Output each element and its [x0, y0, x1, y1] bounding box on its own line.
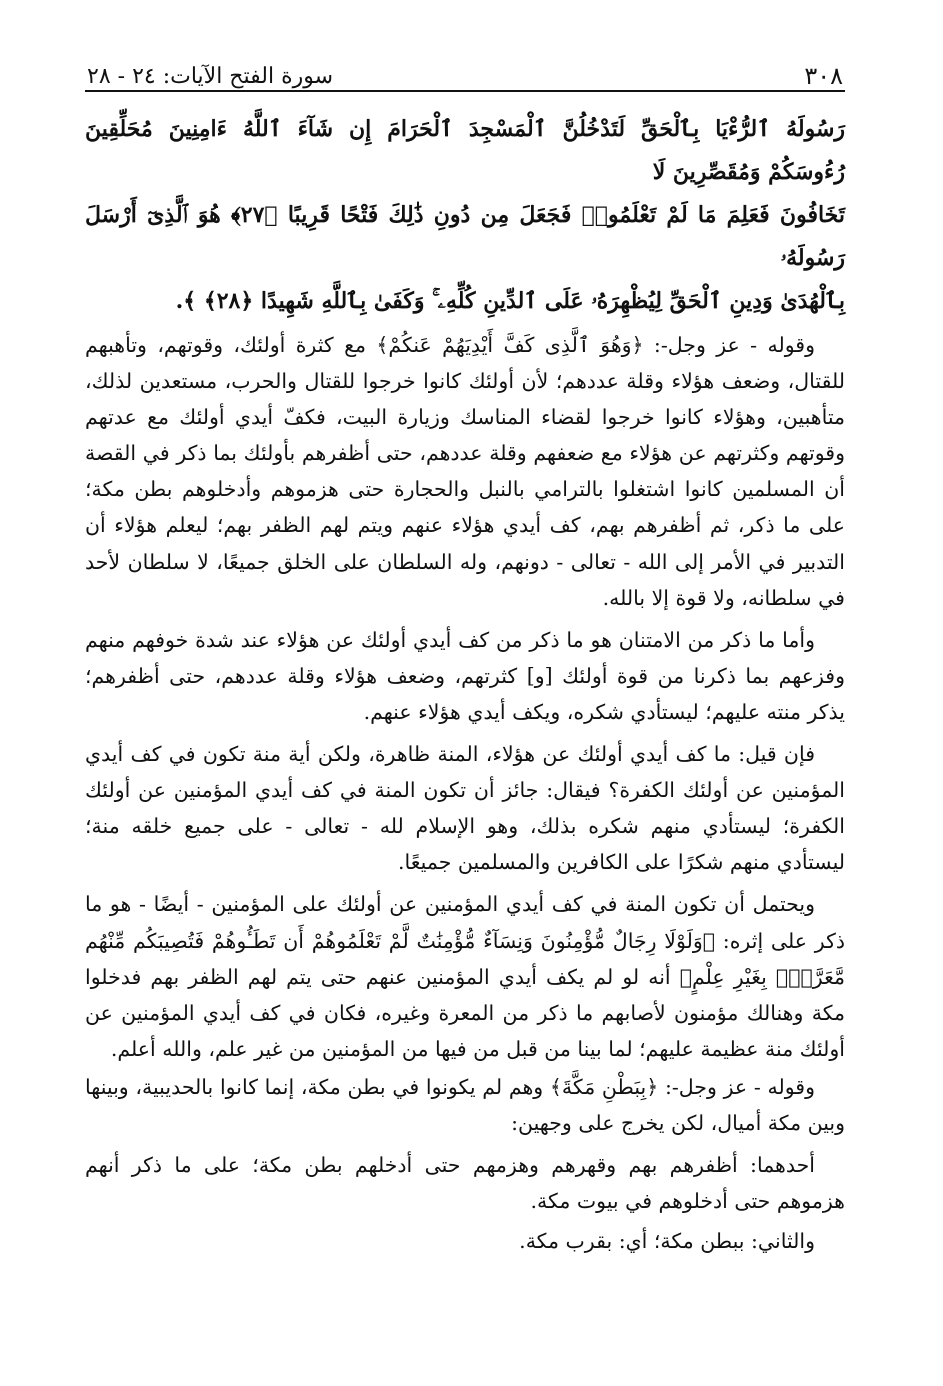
commentary-paragraph: وقوله - عز وجل-: ﴿وَهُوَ ٱلَّذِى كَفَّ أَيْدِيَهُمْ عَنكُمْ﴾ مع كثرة أولئك، وقوتهم، وتأهبهم للقتال، وضعف هؤلاء وقلة عددهم؛ لأن أولئك كانوا خرجوا للقتال والحرب، مستعدين لذلك، متأهبين، وهؤلاء كانوا خرجوا لقضاء المناسك وزيارة البيت، فكفّ أيدي أولئك مع عدتهم وقوتهم وكثرتهم عن هؤلاء مع ضعفهم وقلة عددهم، حتى أظفرهم بأولئك بما ذكر في القصة أن المسلمين كانوا اشتغلوا بالترامي بالنبل والحجارة حتى هزموهم وأدخلوهم بطن مكة؛ على ما ذكر، ثم أظفرهم بهم، كف أيدي هؤلاء عنهم ويتم لهم الظفر بهم؛ ليعلم هؤلاء أن التدبير في الأمر إلى الله - تعالى - دونهم، وله السلطان على الخلق جميعًا، لا سلطان لأحد في سلطانه، ولا قوة إلا بالله. — [85, 333, 845, 610]
page-content — [85, 108, 845, 1259]
commentary-paragraph: ويحتمل أن تكون المنة في كف أيدي المؤمنين عن أولئك على المؤمنين - أيضًا - هو ما ذكر على إثره: ﴿وَلَوْلَا رِجَالٌ مُّؤْمِنُونَ وَنِسَآءٌ مُّؤْمِنَٰتٌ لَّمْ تَعْلَمُوهُمْ أَن تَطَـُٔوهُمْ فَتُصِيبَكُم مِّنْهُم مَّعَرَّةٌۢ بِغَيْرِ عِلْمٍ﴾ أنه لو لم يكف أيدي المؤمنين عنهم حتى يتم لهم الظفر بهم فدخلوا مكة وهنالك مؤمنون لأصابهم ما ذكر من المعرة وغيره، فكان في كف أيدي المؤمنين عن أولئك منة عظيمة عليهم؛ لما بينا من قبل من فيها من المؤمنين من غير علم، والله أعلم. — [85, 892, 845, 1061]
commentary-paragraph: فإن قيل: ما كف أيدي أولئك عن هؤلاء، المنة ظاهرة، ولكن أية منة تكون في كف أيدي المؤمنين عن أولئك الكفرة؟ فيقال: جائز أن تكون المنة في كف أيدي المؤمنين عن أولئك الكفرة؛ ليستأدي منهم شكره بذلك، وهو الإسلام لله - تعالى - على جميع خلقه منة؛ ليستأدي منهم شكرًا على الكافرين والمسلمين جميعًا. — [85, 742, 845, 875]
quran-line: رَسُولَهُ ٱلرُّءْيَا بِٱلْحَقِّ لَتَدْخُلُنَّ ٱلْمَسْجِدَ ٱلْحَرَامَ إِن شَآءَ ٱللَّهُ ءَامِنِينَ مُحَلِّقِينَ رُءُوسَكُمْ وَمُقَصِّرِينَ لَا — [85, 116, 845, 185]
quran-line: بِٱلْهُدَىٰ وَدِينِ ٱلْحَقِّ لِيُظْهِرَهُۥ عَلَى ٱلدِّينِ كُلِّهِۦ ۚ وَكَفَىٰ بِٱللَّهِ شَهِيدًا ﴿٢٨﴾ ﴾. — [175, 288, 845, 314]
page-header — [85, 50, 845, 92]
running-title: سورة الفتح الآيات: ٢٤ - ٢٨ — [87, 64, 334, 89]
quran-line: تَخَافُونَ فَعَلِمَ مَا لَمْ تَعْلَمُوا۟ فَجَعَلَ مِن دُونِ ذَٰلِكَ فَتْحًا قَرِيبًا ﴿٢٧﴾ هُوَ ٱلَّذِىٓ أَرْسَلَ رَسُولَهُۥ — [85, 202, 845, 271]
quran-verse-block — [85, 108, 845, 323]
commentary-paragraph: أحدهما: أظفرهم بهم وقهرهم وهزمهم حتى أدخلهم بطن مكة؛ على ما ذكر أنهم هزموهم حتى أدخلوهم في بيوت مكة. — [85, 1153, 845, 1214]
page-number: ٣٠٨ — [804, 62, 843, 90]
book-page — [85, 50, 845, 1350]
commentary-paragraph: وأما ما ذكر من الامتنان هو ما ذكر من كف أيدي أولئك عن هؤلاء عند شدة خوفهم منهم وفزعهم بما ذكرنا من قوة أولئك [و] كثرتهم، وضعف هؤلاء وقلة عددهم، حتى أظفرهم؛ يذكر منته عليهم؛ ليستأدي شكره، ويكف أيدي هؤلاء عنهم. — [85, 627, 845, 724]
commentary-paragraph: والثاني: ببطن مكة؛ أي: بقرب مكة. — [519, 1229, 815, 1254]
commentary-paragraph: وقوله - عز وجل-: ﴿بِبَطْنِ مَكَّةَ﴾ وهم لم يكونوا في بطن مكة، إنما كانوا بالحديبية، وبينها وبين مكة أميال، لكن يخرج على وجهين: — [85, 1074, 845, 1135]
